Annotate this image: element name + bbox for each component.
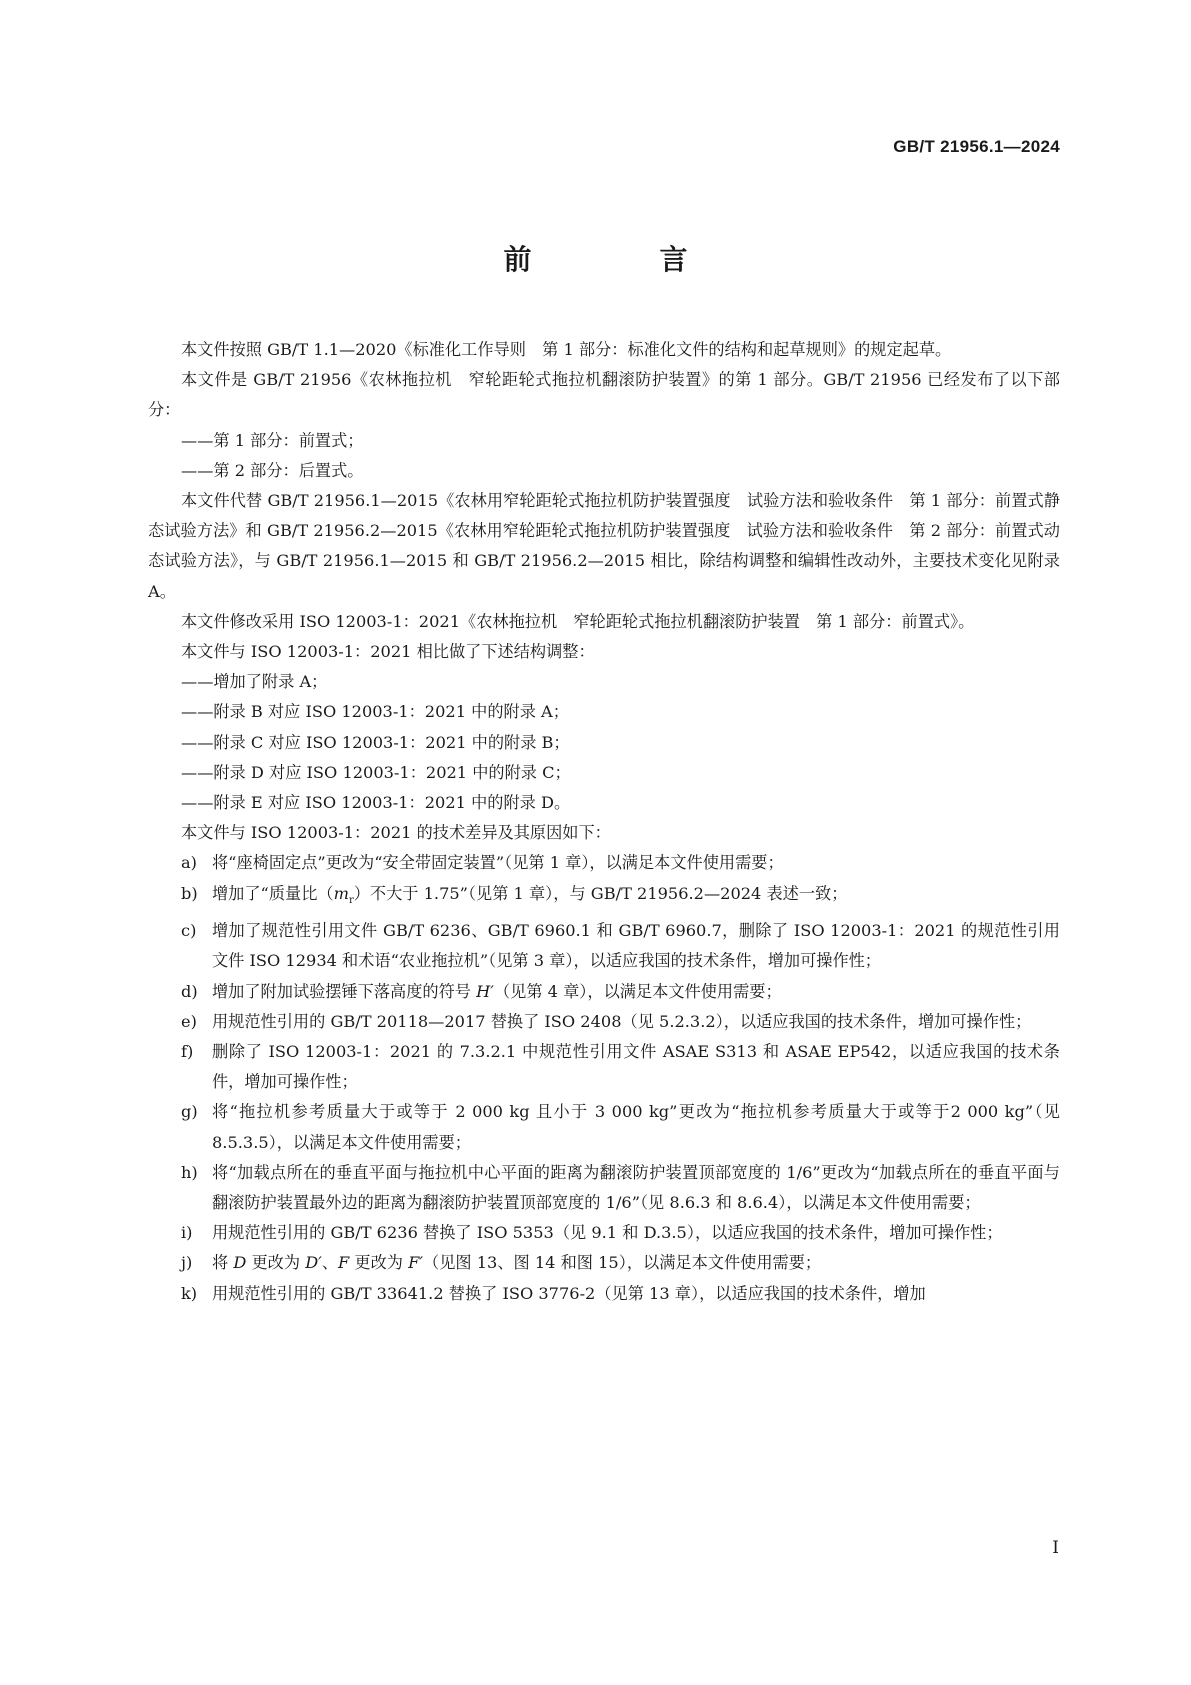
math-subscript: r	[348, 894, 354, 906]
list-item-part-2: ——第 2 部分：后置式。	[181, 460, 364, 480]
item-text: 将“座椅固定点”更改为“安全带固定装置”（见第 1 章），以满足本文件使用需要；	[212, 853, 784, 873]
item-text: 更改为	[349, 1253, 409, 1273]
item-text: （见第 4 章），以满足本文件使用需要；	[493, 981, 782, 1001]
difference-item-f	[148, 1037, 1060, 1097]
paragraph-adoption: 本文件修改采用 ISO 12003-1：2021《农林拖拉机 窄轮距轮式拖拉机翻滚防护装置 第 1 部分：前置式》。	[181, 611, 975, 631]
document-body	[148, 335, 1060, 1309]
item-text: 用规范性引用的 GB/T 33641.2 替换了 ISO 3776-2（见第 13 章），以适应我国的技术条件，增加	[212, 1283, 926, 1303]
item-label: g)	[181, 1102, 198, 1122]
list-item-structure: ——附录 E 对应 ISO 12003-1：2021 中的附录 D。	[181, 793, 571, 813]
list-item-structure: ——附录 C 对应 ISO 12003-1：2021 中的附录 B；	[181, 732, 570, 752]
item-text: 将“加载点所在的垂直平面与拖拉机中心平面的距离为翻滚防护装置顶部宽度的 1/6”更改为“加载点所在的垂直平面与翻滚防护装置最外边的距离为翻滚防护装置顶部宽度的 1/6”（见 8.6.3 和 8.6.4），以满足本文件使用需要；	[212, 1162, 1060, 1212]
item-text: 增加了“质量比（	[212, 883, 334, 903]
difference-item-k	[148, 1279, 1060, 1309]
item-label: j)	[181, 1253, 193, 1273]
list-item-structure: ——附录 B 对应 ISO 12003-1：2021 中的附录 A；	[181, 702, 569, 722]
item-text: ）不大于 1.75”（见第 1 章），与 GB/T 21956.2—2024 表述一致；	[353, 883, 848, 903]
page-title: 前 言	[503, 243, 738, 276]
math-symbol: F′	[408, 1253, 424, 1273]
list-item-structure: ——增加了附录 A；	[181, 672, 328, 692]
item-label: i)	[181, 1223, 193, 1243]
item-label: c)	[181, 921, 197, 941]
item-label: b)	[181, 883, 198, 903]
difference-item-b	[148, 879, 1060, 916]
item-text: 增加了附加试验摆锤下落高度的符号	[212, 981, 477, 1001]
item-label: a)	[181, 853, 197, 873]
item-text: （见图 13、图 14 和图 15），以满足本文件使用需要；	[423, 1253, 822, 1273]
item-text: 用规范性引用的 GB/T 6236 替换了 ISO 5353（见 9.1 和 D.3.5），以适应我国的技术条件，增加可操作性；	[212, 1223, 1003, 1243]
math-symbol: D′	[305, 1253, 322, 1273]
list-item-part-1: ——第 1 部分：前置式；	[181, 430, 364, 450]
math-symbol: F	[338, 1253, 350, 1273]
difference-item-i	[148, 1218, 1060, 1248]
paragraph-structure-changes: 本文件与 ISO 12003-1：2021 相比做了下述结构调整：	[181, 642, 595, 662]
paragraph-drafting-rules: 本文件按照 GB/T 1.1—2020《标准化工作导则 第 1 部分：标准化文件的结构和起草规则》的规定起草。	[181, 340, 952, 359]
item-label: d)	[181, 981, 198, 1001]
item-text: 、	[321, 1253, 339, 1273]
paragraph-replacement: 本文件代替 GB/T 21956.1—2015《农林用窄轮距轮式拖拉机防护装置强度 试验方法和验收条件 第 1 部分：前置式静态试验方法》和 GB/T 21956.2—2015《农林用窄轮距轮式拖拉机防护装置强度 试验方法和验收条件 第 2 部分：前置式动态试验方法》，与 GB/T 21956.1—2015 和 GB/T 21956.2—2015 相比，除结构调整和编辑性改动外，主要技术变化见附录 A。	[148, 491, 1060, 601]
paragraph-technical-differences: 本文件与 ISO 12003-1：2021 的技术差异及其原因如下：	[181, 823, 611, 843]
difference-item-g	[148, 1097, 1060, 1157]
item-text: 将“拖拉机参考质量大于或等于 2 000 kg 且小于 3 000 kg”更改为“拖拉机参考质量大于或等于2 000 kg”（见 8.5.3.5），以满足本文件使用需要；	[212, 1102, 1060, 1152]
paragraph-part-info: 本文件是 GB/T 21956《农林拖拉机 窄轮距轮式拖拉机翻滚防护装置》的第 1 部分。GB/T 21956 已经发布了以下部分：	[148, 370, 1060, 420]
difference-item-d	[148, 977, 1060, 1007]
item-text: 删除了 ISO 12003-1：2021 的 7.3.2.1 中规范性引用文件 ASAE S313 和 ASAE EP542，以适应我国的技术条件，增加可操作性；	[212, 1041, 1060, 1092]
item-text: 更改为	[246, 1253, 306, 1273]
item-label: h)	[181, 1162, 198, 1182]
difference-item-e	[148, 1007, 1060, 1037]
standard-code: GB/T 21956.1—2024	[893, 137, 1060, 156]
item-label: e)	[181, 1011, 197, 1031]
item-label: f)	[181, 1041, 194, 1061]
math-symbol: H′	[476, 981, 494, 1001]
item-text: 增加了规范性引用文件 GB/T 6236、GB/T 6960.1 和 GB/T 6960.7，删除了 ISO 12003-1：2021 的规范性引用文件 ISO 12934 和术语“农业拖拉机”（见第 3 章），以适应我国的技术条件，增加可操作性；	[212, 921, 1060, 971]
difference-item-j	[148, 1248, 1060, 1278]
math-symbol: m	[333, 883, 349, 903]
difference-item-a	[148, 848, 1060, 878]
difference-item-h	[148, 1158, 1060, 1218]
item-text: 用规范性引用的 GB/T 20118—2017 替换了 ISO 2408（见 5.2.3.2），以适应我国的技术条件，增加可操作性；	[212, 1011, 1032, 1031]
math-symbol: D	[233, 1253, 247, 1273]
difference-item-c	[148, 916, 1060, 976]
item-text: 将	[212, 1253, 234, 1273]
page-number: I	[1052, 1538, 1059, 1558]
item-label: k)	[181, 1283, 198, 1303]
list-item-structure: ——附录 D 对应 ISO 12003-1：2021 中的附录 C；	[181, 762, 571, 782]
